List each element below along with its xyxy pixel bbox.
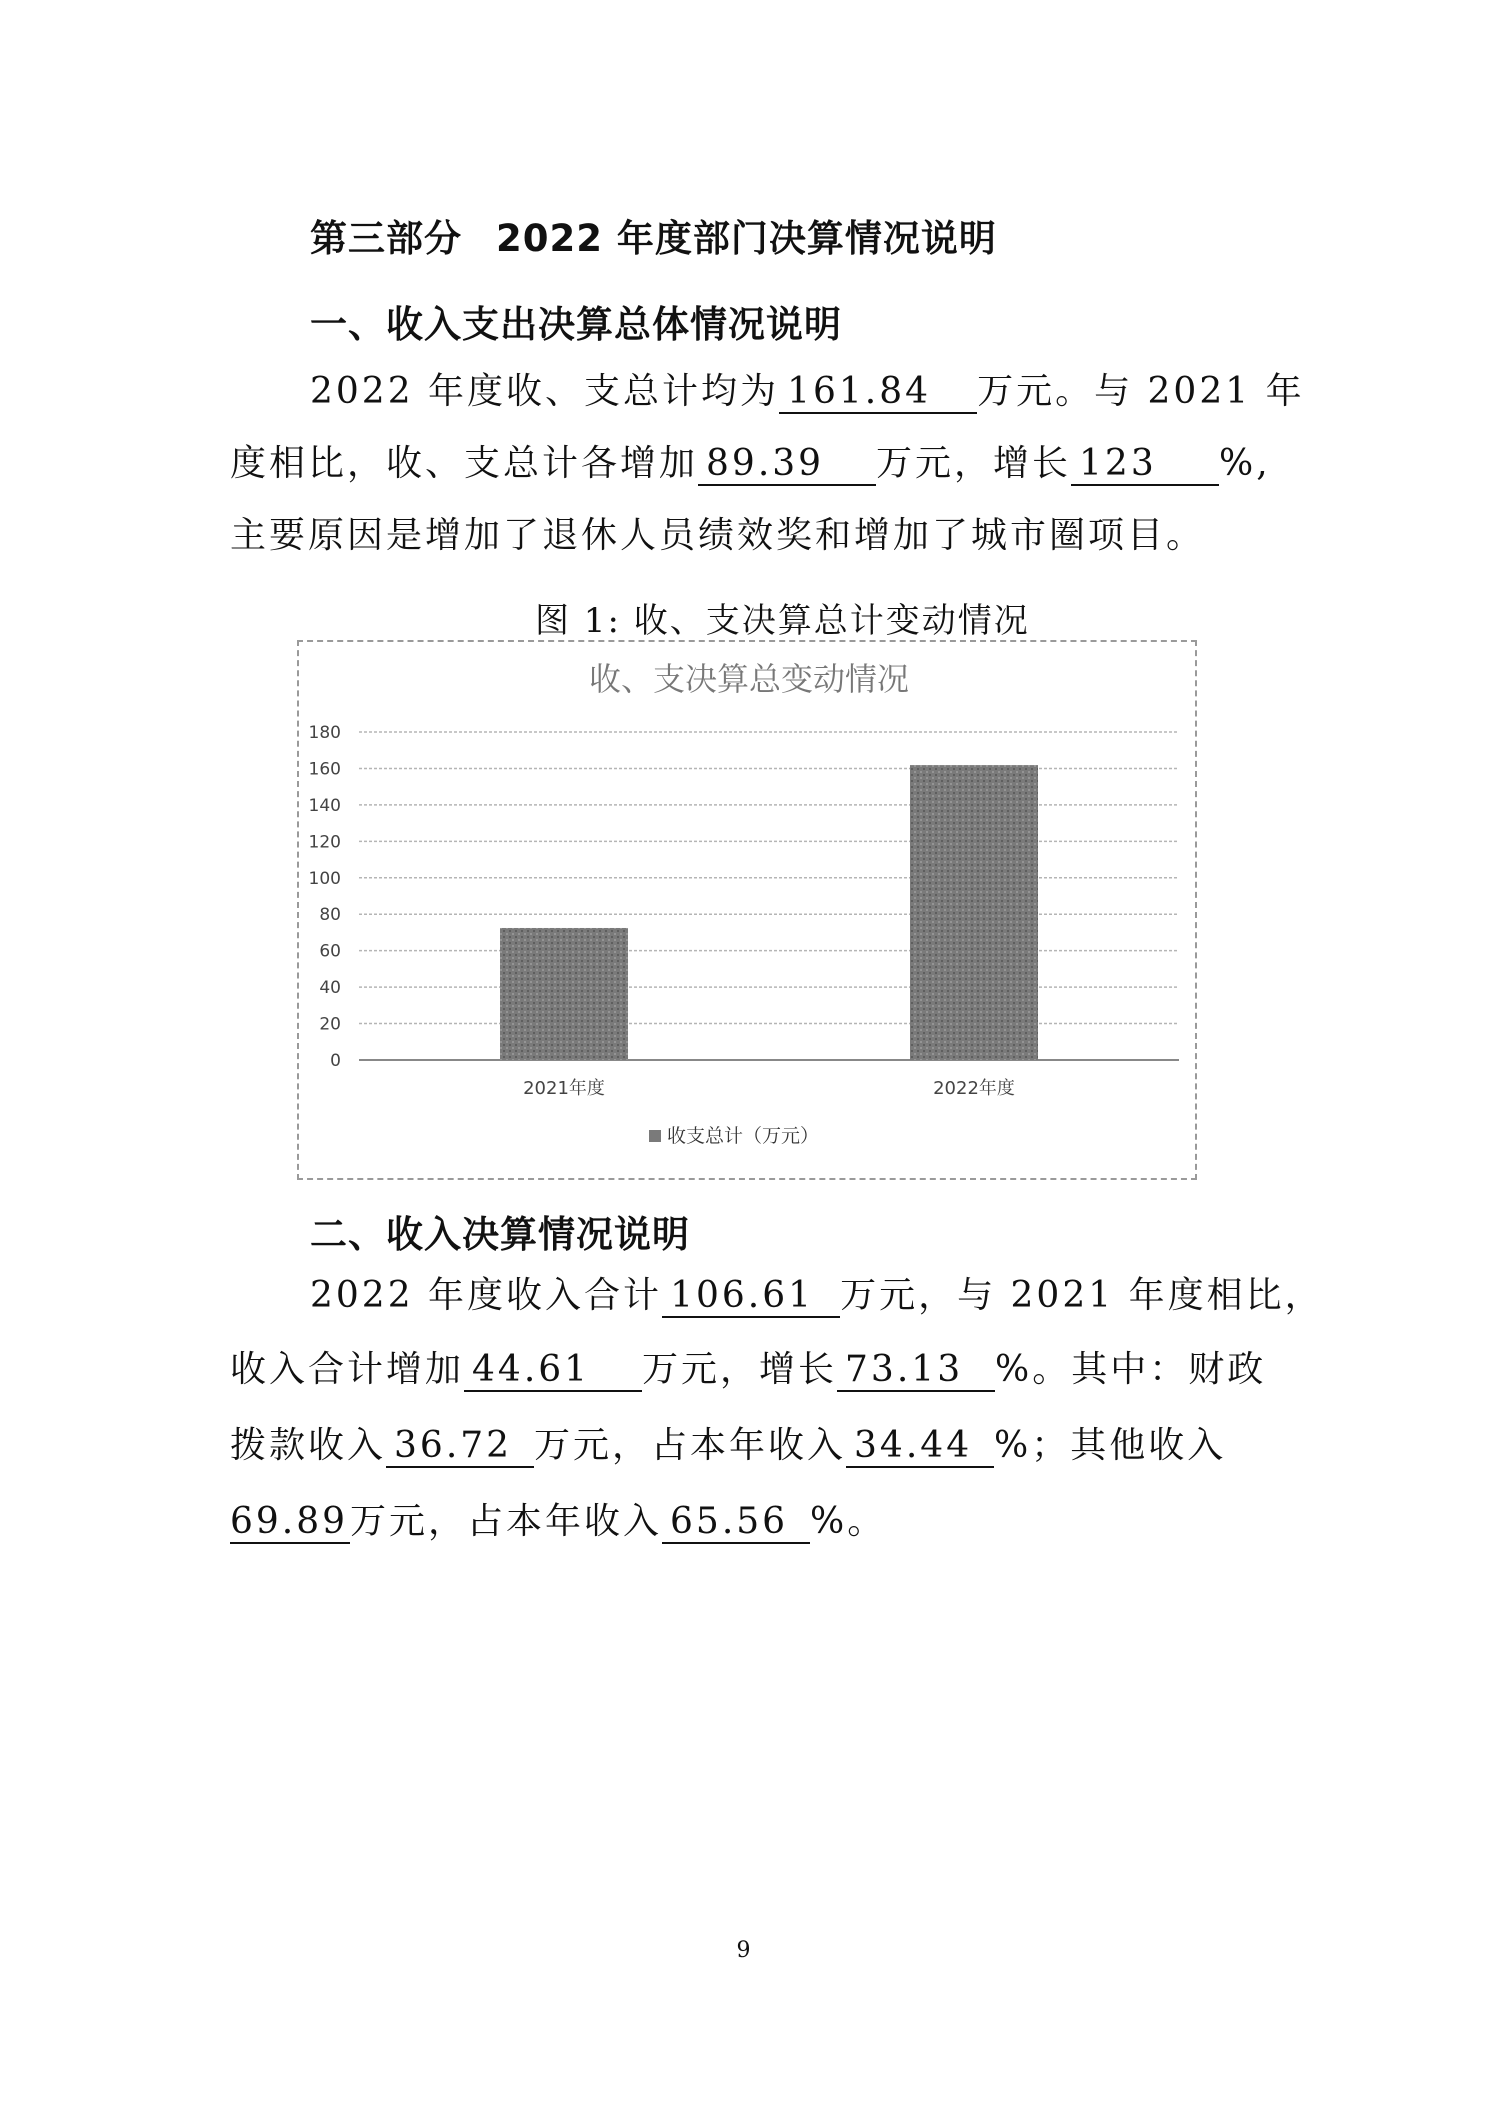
income-increase: 44.61 bbox=[464, 1352, 642, 1392]
fiscal-income-percent: 34.44 bbox=[846, 1428, 994, 1468]
section1-line3: 主要原因是增加了退休人员绩效奖和增加了城市圈项目。 bbox=[230, 515, 1206, 556]
bar-1 bbox=[500, 928, 628, 1060]
legend-label: 收支总计（万元） bbox=[667, 1125, 820, 1147]
section1-line1: 2022 年度收、支总计均为 161.84 万元。与 2021 年 bbox=[310, 371, 1305, 412]
x-category-label: 2021年度 bbox=[523, 1078, 605, 1099]
y-tick-label: 60 bbox=[319, 941, 341, 962]
increase-value: 89.39 bbox=[698, 446, 876, 486]
legend-swatch bbox=[649, 1130, 661, 1142]
part-heading bbox=[310, 208, 997, 262]
section2-line3: 拨款收入 36.72 万元，占本年收入 34.44 %；其他收入 bbox=[230, 1425, 1227, 1466]
section1-heading: 一、收入支出决算总体情况说明 bbox=[310, 303, 842, 346]
y-tick-label: 20 bbox=[319, 1014, 341, 1035]
bar-2 bbox=[910, 765, 1038, 1060]
chart-legend bbox=[649, 1125, 819, 1147]
income-growth-rate: 73.13 bbox=[837, 1352, 995, 1392]
y-tick-label: 140 bbox=[308, 795, 341, 816]
x-category-label: 2022年度 bbox=[933, 1078, 1015, 1099]
y-tick-label: 100 bbox=[308, 868, 341, 889]
total-value: 161.84 bbox=[779, 374, 977, 414]
fiscal-income: 36.72 bbox=[386, 1428, 534, 1468]
section2-line2: 收入合计增加 44.61 万元，增长 73.13 %。其中：财政 bbox=[230, 1349, 1267, 1390]
chart-title: 收、支决算总变动情况 bbox=[588, 660, 910, 698]
other-income-percent: 65.56 bbox=[662, 1504, 810, 1544]
y-tick-label: 160 bbox=[308, 759, 341, 780]
chart-svg bbox=[299, 642, 1195, 1178]
section2-line1: 2022 年度收入合计 106.61 万元，与 2021 年度相比， bbox=[310, 1275, 1324, 1316]
section1-line2: 度相比，收、支总计各增加 89.39 万元，增长 123 %, bbox=[230, 443, 1271, 484]
section2-line4: 69.89万元，占本年收入 65.56 %。 bbox=[230, 1501, 887, 1542]
part-title: 2022 年度部门决算情况说明 bbox=[496, 217, 997, 260]
y-tick-label: 40 bbox=[319, 978, 341, 999]
bar-chart bbox=[297, 640, 1197, 1180]
income-total: 106.61 bbox=[662, 1278, 840, 1318]
y-tick-label: 0 bbox=[330, 1051, 341, 1071]
section2-heading: 二、收入决算情况说明 bbox=[310, 1213, 690, 1256]
figure-caption: 图 1: 收、支决算总计变动情况 bbox=[535, 601, 1030, 641]
part-label: 第三部分 bbox=[310, 217, 462, 260]
page-number: 9 bbox=[736, 1938, 751, 1963]
growth-rate: 123 bbox=[1071, 446, 1219, 486]
y-tick-label: 80 bbox=[319, 905, 341, 926]
other-income: 69.89 bbox=[230, 1501, 349, 1542]
y-tick-label: 180 bbox=[308, 723, 341, 743]
y-tick-label: 120 bbox=[308, 832, 341, 853]
